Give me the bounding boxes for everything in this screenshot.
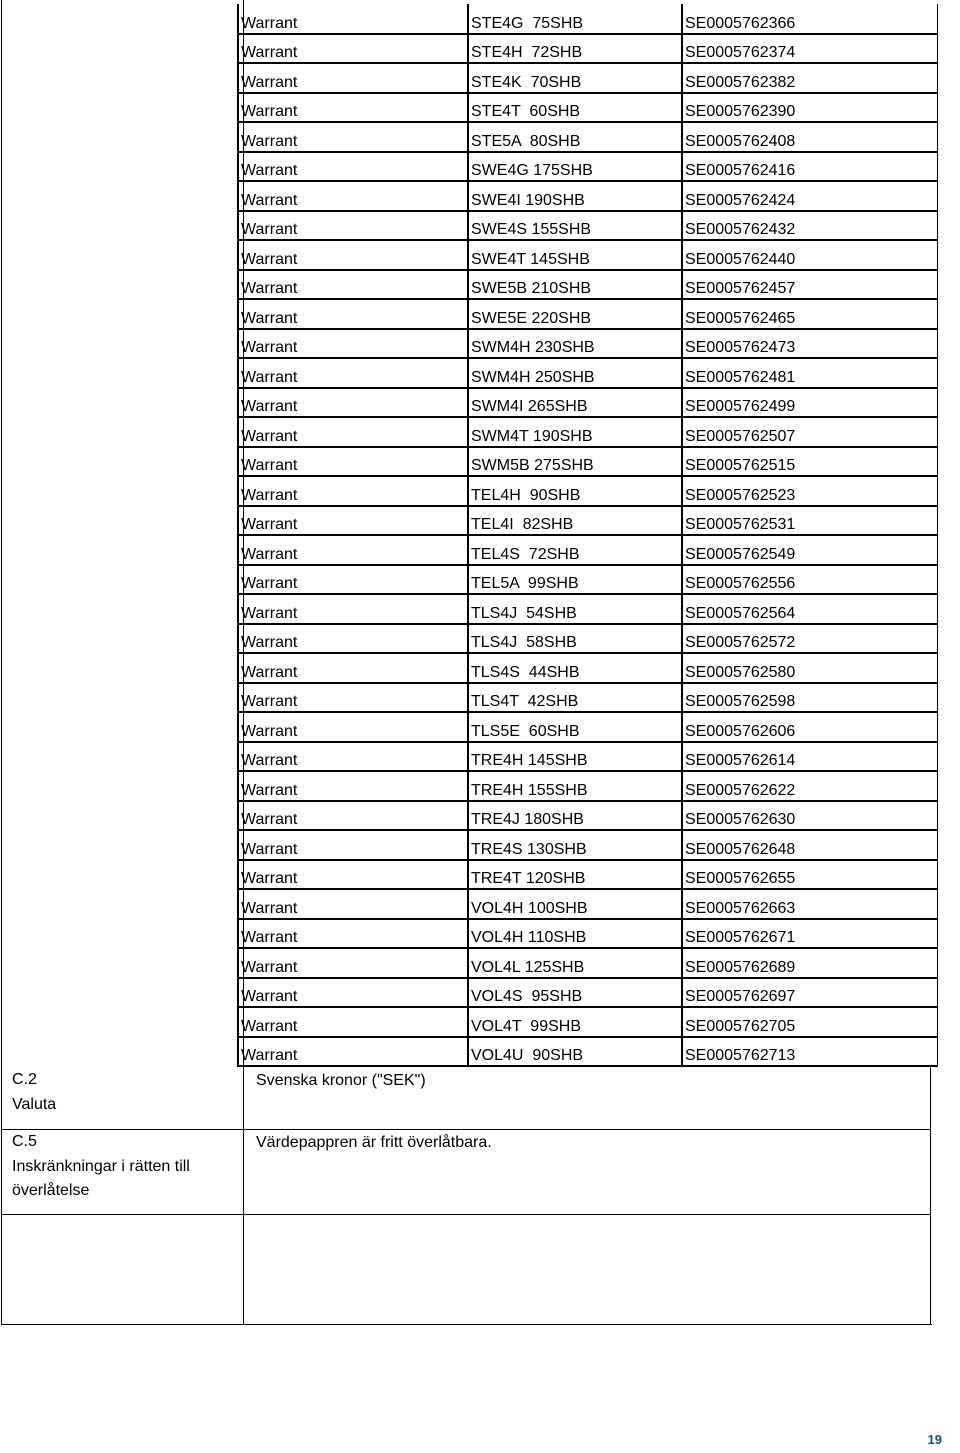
- warrant-name-cell: TRE4J 180SHB: [468, 801, 682, 831]
- warrant-name-cell: SWM4H 250SHB: [468, 358, 682, 388]
- isin-cell: SE0005762630: [682, 801, 937, 831]
- warrant-name-cell: TEL4S 72SHB: [468, 535, 682, 565]
- warrant-name-cell: SWM4I 265SHB: [468, 388, 682, 418]
- table-row: [238, 476, 937, 506]
- isin-cell: SE0005762697: [682, 978, 937, 1008]
- table-row: [238, 152, 937, 182]
- table-row: [238, 299, 937, 329]
- warrant-type-cell: Warrant: [238, 889, 468, 919]
- table-row: [238, 506, 937, 536]
- warrant-type-cell: Warrant: [238, 1007, 468, 1037]
- warrant-type-cell: Warrant: [238, 63, 468, 93]
- warrant-name-cell: TRE4H 145SHB: [468, 742, 682, 772]
- warrant-type-cell: Warrant: [238, 594, 468, 624]
- isin-cell: SE0005762515: [682, 447, 937, 477]
- isin-cell: SE0005762416: [682, 152, 937, 182]
- isin-cell: SE0005762499: [682, 388, 937, 418]
- isin-cell: SE0005762549: [682, 535, 937, 565]
- isin-cell: SE0005762457: [682, 270, 937, 300]
- right-border: [930, 1066, 931, 1325]
- column-divider: [243, 1066, 244, 1325]
- section-bottom-rule: [1, 1324, 932, 1325]
- warrant-type-cell: Warrant: [238, 771, 468, 801]
- isin-cell: SE0005762366: [682, 4, 937, 34]
- isin-cell: SE0005762473: [682, 329, 937, 359]
- warrant-type-cell: Warrant: [238, 506, 468, 536]
- warrant-type-cell: Warrant: [238, 978, 468, 1008]
- isin-cell: SE0005762580: [682, 653, 937, 683]
- table-row: [238, 742, 937, 772]
- isin-cell: SE0005762606: [682, 712, 937, 742]
- warrant-type-cell: Warrant: [238, 329, 468, 359]
- warrant-type-cell: Warrant: [238, 919, 468, 949]
- table-row: [238, 211, 937, 241]
- warrant-type-cell: Warrant: [238, 948, 468, 978]
- isin-cell: SE0005762663: [682, 889, 937, 919]
- isin-cell: SE0005762481: [682, 358, 937, 388]
- warrant-type-cell: Warrant: [238, 181, 468, 211]
- table-row: [238, 919, 937, 949]
- warrant-name-cell: TLS4S 44SHB: [468, 653, 682, 683]
- isin-cell: SE0005762689: [682, 948, 937, 978]
- warrant-type-cell: Warrant: [238, 152, 468, 182]
- warrant-name-cell: TEL4H 90SHB: [468, 476, 682, 506]
- table-row: [238, 93, 937, 123]
- isin-cell: SE0005762424: [682, 181, 937, 211]
- warrant-name-cell: TRE4H 155SHB: [468, 771, 682, 801]
- warrant-type-cell: Warrant: [238, 34, 468, 64]
- table-row: [238, 34, 937, 64]
- warrant-name-cell: TLS4J 58SHB: [468, 624, 682, 654]
- warrant-type-cell: Warrant: [238, 535, 468, 565]
- warrant-type-cell: Warrant: [238, 388, 468, 418]
- warrant-type-cell: Warrant: [238, 1037, 468, 1067]
- transfer-section-title-line1: Inskränkningar i rätten till: [12, 1157, 190, 1175]
- table-row: [238, 417, 937, 447]
- warrant-table-body: [238, 4, 937, 1066]
- isin-cell: SE0005762564: [682, 594, 937, 624]
- warrant-type-cell: Warrant: [238, 358, 468, 388]
- isin-cell: SE0005762705: [682, 1007, 937, 1037]
- isin-cell: SE0005762523: [682, 476, 937, 506]
- isin-cell: SE0005762671: [682, 919, 937, 949]
- table-row: [238, 948, 937, 978]
- transfer-bottom-rule: [1, 1214, 931, 1215]
- table-row: [238, 712, 937, 742]
- isin-cell: SE0005762374: [682, 34, 937, 64]
- table-row: [238, 565, 937, 595]
- isin-cell: SE0005762622: [682, 771, 937, 801]
- table-row: [238, 122, 937, 152]
- transfer-section-title-line2: överlåtelse: [12, 1182, 90, 1199]
- warrant-type-cell: Warrant: [238, 447, 468, 477]
- warrant-type-cell: Warrant: [238, 299, 468, 329]
- currency-section-title: Valuta: [12, 1095, 57, 1113]
- warrant-type-cell: Warrant: [238, 830, 468, 860]
- warrant-table: [237, 4, 938, 1067]
- isin-cell: SE0005762465: [682, 299, 937, 329]
- table-row: [238, 978, 937, 1008]
- isin-cell: SE0005762614: [682, 742, 937, 772]
- warrant-name-cell: VOL4T 99SHB: [468, 1007, 682, 1037]
- transfer-value: Värdepappren är fritt överlåtbara.: [256, 1134, 492, 1151]
- warrant-type-cell: Warrant: [238, 122, 468, 152]
- table-row: [238, 594, 937, 624]
- warrant-name-cell: STE4K 70SHB: [468, 63, 682, 93]
- page-number: 19: [927, 1432, 942, 1447]
- isin-cell: SE0005762598: [682, 683, 937, 713]
- table-row: [238, 653, 937, 683]
- isin-cell: SE0005762390: [682, 93, 937, 123]
- warrant-name-cell: VOL4H 100SHB: [468, 889, 682, 919]
- table-row: [238, 624, 937, 654]
- warrant-name-cell: SWE5B 210SHB: [468, 270, 682, 300]
- table-row: [238, 270, 937, 300]
- table-row: [238, 447, 937, 477]
- isin-cell: SE0005762572: [682, 624, 937, 654]
- table-row: [238, 535, 937, 565]
- warrant-name-cell: SWM4H 230SHB: [468, 329, 682, 359]
- warrant-type-cell: Warrant: [238, 4, 468, 34]
- warrant-name-cell: STE4H 72SHB: [468, 34, 682, 64]
- table-row: [238, 4, 937, 34]
- transfer-section-number: C.5: [12, 1133, 37, 1150]
- section-label-column: [1, 0, 244, 1325]
- warrant-name-cell: SWE4G 175SHB: [468, 152, 682, 182]
- warrant-name-cell: TRE4S 130SHB: [468, 830, 682, 860]
- table-row: [238, 358, 937, 388]
- warrant-name-cell: TLS4T 42SHB: [468, 683, 682, 713]
- warrant-name-cell: TRE4T 120SHB: [468, 860, 682, 890]
- warrant-name-cell: TEL5A 99SHB: [468, 565, 682, 595]
- warrant-name-cell: STE5A 80SHB: [468, 122, 682, 152]
- warrant-name-cell: TLS5E 60SHB: [468, 712, 682, 742]
- isin-cell: SE0005762531: [682, 506, 937, 536]
- warrant-type-cell: Warrant: [238, 93, 468, 123]
- warrant-name-cell: SWM5B 275SHB: [468, 447, 682, 477]
- warrant-name-cell: TLS4J 54SHB: [468, 594, 682, 624]
- currency-value: Svenska kronor ("SEK"): [256, 1072, 426, 1089]
- warrant-type-cell: Warrant: [238, 653, 468, 683]
- isin-cell: SE0005762408: [682, 122, 937, 152]
- warrant-type-cell: Warrant: [238, 860, 468, 890]
- table-row: [238, 329, 937, 359]
- table-row: [238, 63, 937, 93]
- warrant-type-cell: Warrant: [238, 476, 468, 506]
- isin-cell: SE0005762382: [682, 63, 937, 93]
- table-row: [238, 683, 937, 713]
- table-row: [238, 181, 937, 211]
- warrant-name-cell: TEL4I 82SHB: [468, 506, 682, 536]
- isin-cell: SE0005762440: [682, 240, 937, 270]
- table-row: [238, 830, 937, 860]
- warrant-type-cell: Warrant: [238, 801, 468, 831]
- isin-cell: SE0005762713: [682, 1037, 937, 1067]
- warrant-name-cell: SWE4S 155SHB: [468, 211, 682, 241]
- table-row: [238, 240, 937, 270]
- warrant-type-cell: Warrant: [238, 712, 468, 742]
- warrant-name-cell: STE4G 75SHB: [468, 4, 682, 34]
- warrant-name-cell: VOL4H 110SHB: [468, 919, 682, 949]
- warrant-name-cell: VOL4L 125SHB: [468, 948, 682, 978]
- warrant-type-cell: Warrant: [238, 624, 468, 654]
- table-row: [238, 1007, 937, 1037]
- warrant-name-cell: STE4T 60SHB: [468, 93, 682, 123]
- warrant-type-cell: Warrant: [238, 211, 468, 241]
- currency-section-label: [12, 1068, 56, 1117]
- transfer-section-label: [12, 1130, 190, 1204]
- table-row: [238, 1037, 937, 1067]
- warrant-name-cell: VOL4U 90SHB: [468, 1037, 682, 1067]
- warrant-name-cell: VOL4S 95SHB: [468, 978, 682, 1008]
- table-row: [238, 801, 937, 831]
- table-row: [238, 889, 937, 919]
- isin-cell: SE0005762507: [682, 417, 937, 447]
- warrant-name-cell: SWE5E 220SHB: [468, 299, 682, 329]
- isin-cell: SE0005762432: [682, 211, 937, 241]
- warrant-name-cell: SWE4T 145SHB: [468, 240, 682, 270]
- isin-cell: SE0005762655: [682, 860, 937, 890]
- warrant-type-cell: Warrant: [238, 683, 468, 713]
- isin-cell: SE0005762556: [682, 565, 937, 595]
- warrant-type-cell: Warrant: [238, 417, 468, 447]
- warrant-type-cell: Warrant: [238, 240, 468, 270]
- table-row: [238, 388, 937, 418]
- currency-section-number: C.2: [12, 1071, 37, 1088]
- isin-cell: SE0005762648: [682, 830, 937, 860]
- table-row: [238, 860, 937, 890]
- warrant-type-cell: Warrant: [238, 742, 468, 772]
- warrant-name-cell: SWE4I 190SHB: [468, 181, 682, 211]
- warrant-name-cell: SWM4T 190SHB: [468, 417, 682, 447]
- table-row: [238, 771, 937, 801]
- warrant-type-cell: Warrant: [238, 270, 468, 300]
- warrant-type-cell: Warrant: [238, 565, 468, 595]
